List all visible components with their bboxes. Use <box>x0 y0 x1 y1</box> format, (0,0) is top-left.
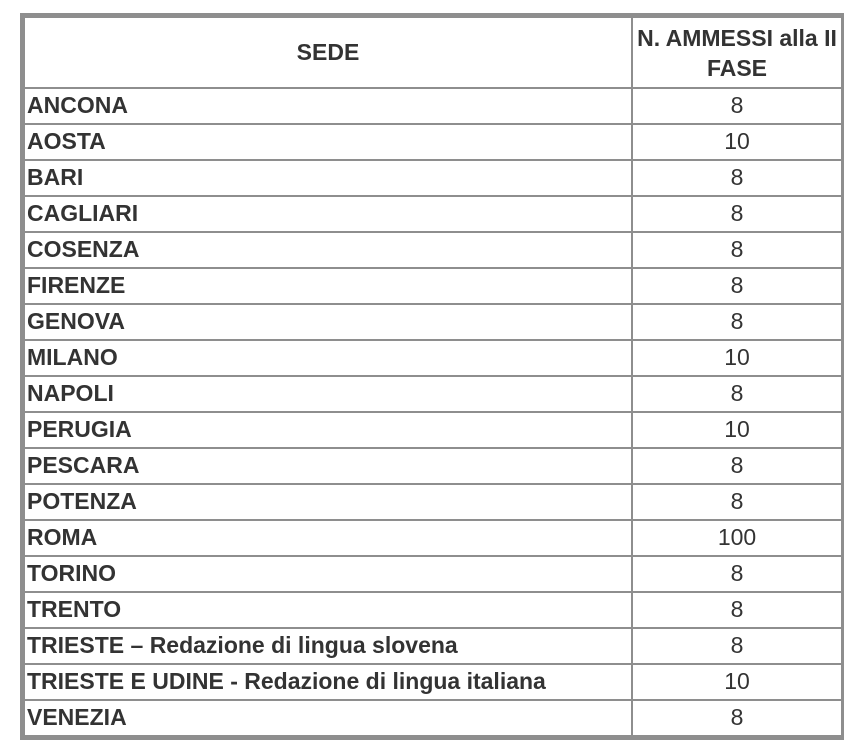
cell-sede: TORINO <box>24 556 632 592</box>
table-row <box>24 628 842 664</box>
cell-sede: NAPOLI <box>24 376 632 412</box>
table-row <box>24 700 842 736</box>
table-row <box>24 196 842 232</box>
cell-sede: PESCARA <box>24 448 632 484</box>
header-row <box>24 17 842 88</box>
cell-sede: VENEZIA <box>24 700 632 736</box>
table-row <box>24 376 842 412</box>
cell-ammessi: 8 <box>632 700 842 736</box>
cell-ammessi: 8 <box>632 376 842 412</box>
cell-sede: MILANO <box>24 340 632 376</box>
table-row <box>24 340 842 376</box>
table-row <box>24 268 842 304</box>
cell-sede: AOSTA <box>24 124 632 160</box>
table-row <box>24 160 842 196</box>
cell-sede: FIRENZE <box>24 268 632 304</box>
cell-ammessi: 10 <box>632 124 842 160</box>
cell-ammessi: 10 <box>632 664 842 700</box>
cell-ammessi: 8 <box>632 88 842 124</box>
header-ammessi: N. AMMESSI alla II FASE <box>632 17 842 88</box>
cell-sede: TRENTO <box>24 592 632 628</box>
cell-sede: TRIESTE – Redazione di lingua slovena <box>24 628 632 664</box>
cell-ammessi: 8 <box>632 556 842 592</box>
cell-ammessi: 8 <box>632 268 842 304</box>
table-row <box>24 520 842 556</box>
cell-ammessi: 100 <box>632 520 842 556</box>
cell-ammessi: 8 <box>632 448 842 484</box>
table-row <box>24 88 842 124</box>
table-row <box>24 556 842 592</box>
admissions-table-frame <box>20 13 844 740</box>
cell-ammessi: 8 <box>632 628 842 664</box>
cell-sede: PERUGIA <box>24 412 632 448</box>
cell-sede: ANCONA <box>24 88 632 124</box>
header-sede: SEDE <box>24 17 632 88</box>
cell-sede: CAGLIARI <box>24 196 632 232</box>
table-row <box>24 448 842 484</box>
cell-ammessi: 8 <box>632 160 842 196</box>
cell-ammessi: 8 <box>632 592 842 628</box>
admissions-table <box>23 16 843 737</box>
cell-ammessi: 8 <box>632 232 842 268</box>
table-body <box>24 88 842 736</box>
cell-ammessi: 8 <box>632 196 842 232</box>
table-row <box>24 232 842 268</box>
cell-ammessi: 10 <box>632 340 842 376</box>
cell-ammessi: 10 <box>632 412 842 448</box>
table-row <box>24 124 842 160</box>
cell-sede: GENOVA <box>24 304 632 340</box>
table-header <box>24 17 842 88</box>
table-row <box>24 592 842 628</box>
cell-sede: TRIESTE E UDINE - Redazione di lingua italiana <box>24 664 632 700</box>
cell-ammessi: 8 <box>632 304 842 340</box>
table-row <box>24 664 842 700</box>
cell-sede: COSENZA <box>24 232 632 268</box>
cell-sede: POTENZA <box>24 484 632 520</box>
table-row <box>24 484 842 520</box>
table-row <box>24 412 842 448</box>
cell-sede: ROMA <box>24 520 632 556</box>
cell-sede: BARI <box>24 160 632 196</box>
cell-ammessi: 8 <box>632 484 842 520</box>
table-row <box>24 304 842 340</box>
